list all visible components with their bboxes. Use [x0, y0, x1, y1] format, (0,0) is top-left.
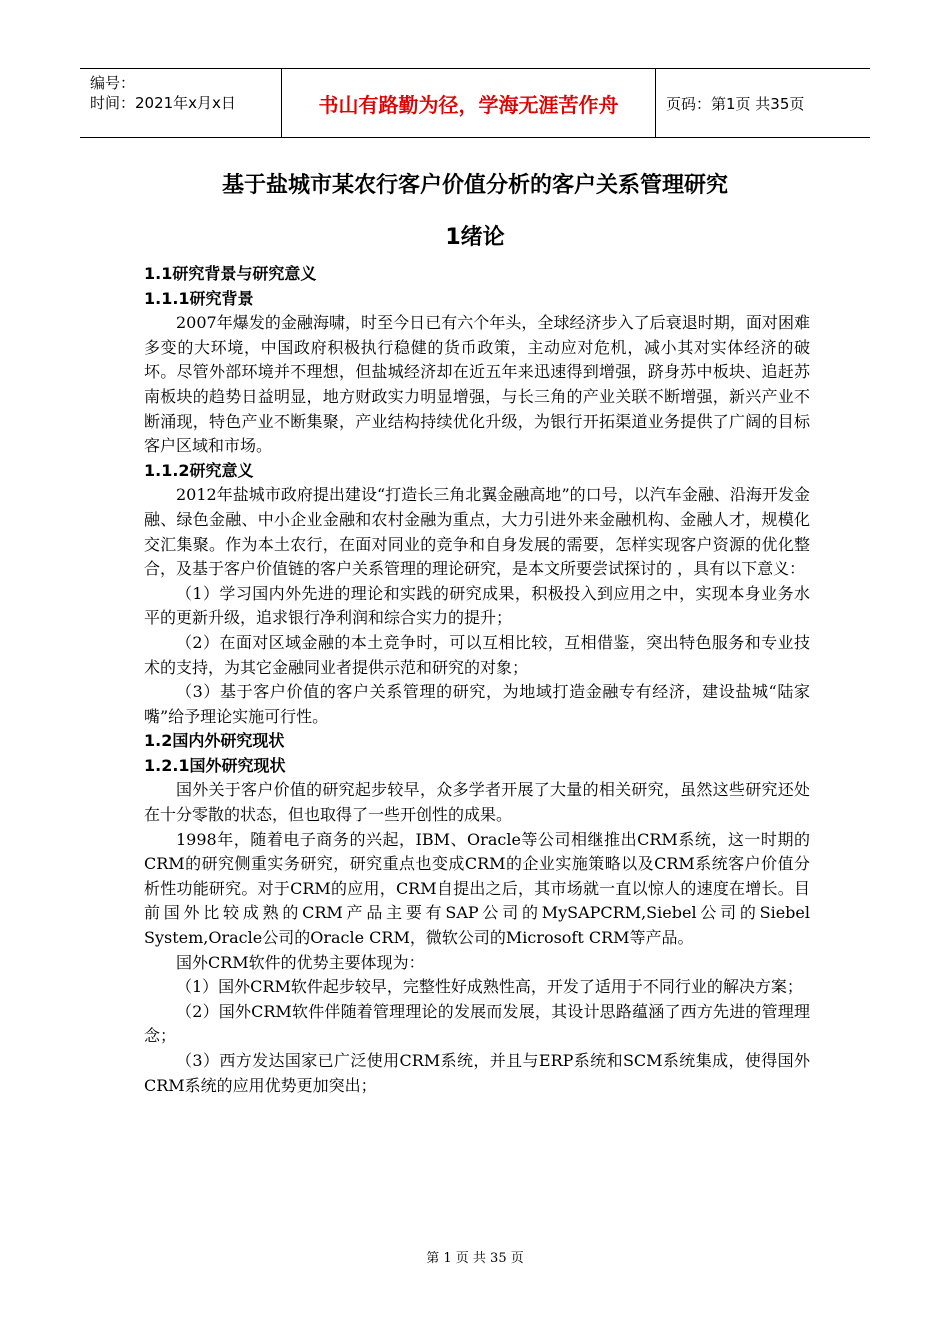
page-footer: 第 1 页 共 35 页 — [426, 1251, 524, 1266]
time-label: 时间：2021年x月x日 — [90, 94, 236, 112]
page-header — [80, 68, 870, 138]
document-title: 基于盐城市某农行客户价值分析的客户关系管理研究 — [221, 173, 728, 198]
section-heading: 1.1.2研究意义 — [144, 460, 254, 480]
section-heading: 1.1.1研究背景 — [144, 288, 254, 308]
paragraph: （1）国外CRM软件起步较早，完整性好成熟性高，开发了适用于不同行业的解决方案； — [176, 977, 803, 997]
header-page-label: 页码：第1页 共35页 — [666, 94, 805, 113]
paragraph: 国外CRM软件的优势主要体现为： — [176, 952, 425, 972]
paragraph: 2007年爆发的金融海啸，时至今日已有六个年头，全球经济步入了后衰退时期，面对困难多变的大环境，中国政府积极执行稳健的货币政策，主动应对危机，减小其对实体经济的破坏。尽管外部环境并不理想，但盐城经济却在近五年来迅速得到增强，跻身苏中板块、追赶苏南板块的趋势日益明显，地方财政实力明显增强，与长三角的产业关联不断增强，新兴产业不断涌现，特色产业不断集聚，产业结构持续优化升级，为银行开拓渠道业务提供了广阔的目标客户区域和市场。 — [144, 313, 810, 456]
number-label: 编号： — [90, 74, 136, 92]
paragraph: 2012年盐城市政府提出建设“打造长三角北翼金融高地”的口号，以汽车金融、沿海开发金融、绿色金融、中小企业金融和农村金融为重点，大力引进外来金融机构、金融人才，规模化交汇集聚。作为本土农行，在面对同业的竞争和自身发展的需要，怎样实现客户资源的优化整合，及基于客户价值链的客户关系管理的理论研究，是本文所要尝试探讨的 ，具有以下意义： — [144, 485, 810, 579]
paragraph: （2）国外CRM软件伴随着管理理论的发展而发展，其设计思路蕴涵了西方先进的管理理念； — [144, 1001, 810, 1046]
paragraph: （3）西方发达国家已广泛使用CRM系统，并且与ERP系统和SCM系统集成，使得国外CRM系统的应用优势更加突出； — [144, 1051, 810, 1095]
paragraph: （2）在面对区域金融的本土竞争时，可以互相比较，互相借鉴，突出特色服务和专业技术的支持，为其它金融同业者提供示范和研究的对象； — [144, 632, 810, 677]
header-motto: 书山有路勤为径，学海无涯苦作舟 — [282, 69, 656, 137]
paragraph: （3）基于客户价值的客户关系管理的研究，为地域打造金融专有经济，建设盐城“陆家嘴”给予理论实施可行性。 — [144, 682, 810, 726]
paragraph: 国外关于客户价值的研究起步较早，众多学者开展了大量的相关研究，虽然这些研究还处在十分零散的状态，但也取得了一些开创性的成果。 — [144, 780, 810, 825]
section-heading: 1.1研究背景与研究意义 — [144, 264, 317, 283]
header-meta — [80, 69, 282, 137]
document-body — [144, 262, 810, 1098]
section-heading: 1.2国内外研究现状 — [144, 731, 285, 751]
paragraph: 1998年，随着电子商务的兴起，IBM、Oracle等公司相继推出CRM系统，这一时期的CRM的研究侧重实务研究，研究重点也变成CRM的企业实施策略以及CRM系统客户价值分析性功能研究。对于CRM的应用，CRM自提出之后，其市场就一直以惊人的速度在增长。目前国外比较成熟的CRM产品主要有SAP公司的MySAPCRM,Siebel公司的Siebel System,Oracle公司的Oracle CRM，微软公司的Microsoft CRM等产品。 — [144, 829, 810, 948]
paragraph: （1）学习国内外先进的理论和实践的研究成果，积极投入到应用之中，实现本身业务水平的更新升级，追求银行净利润和综合实力的提升； — [144, 583, 810, 628]
section-heading: 1.2.1国外研究现状 — [144, 755, 286, 775]
chapter-title: 1绪论 — [445, 225, 505, 250]
